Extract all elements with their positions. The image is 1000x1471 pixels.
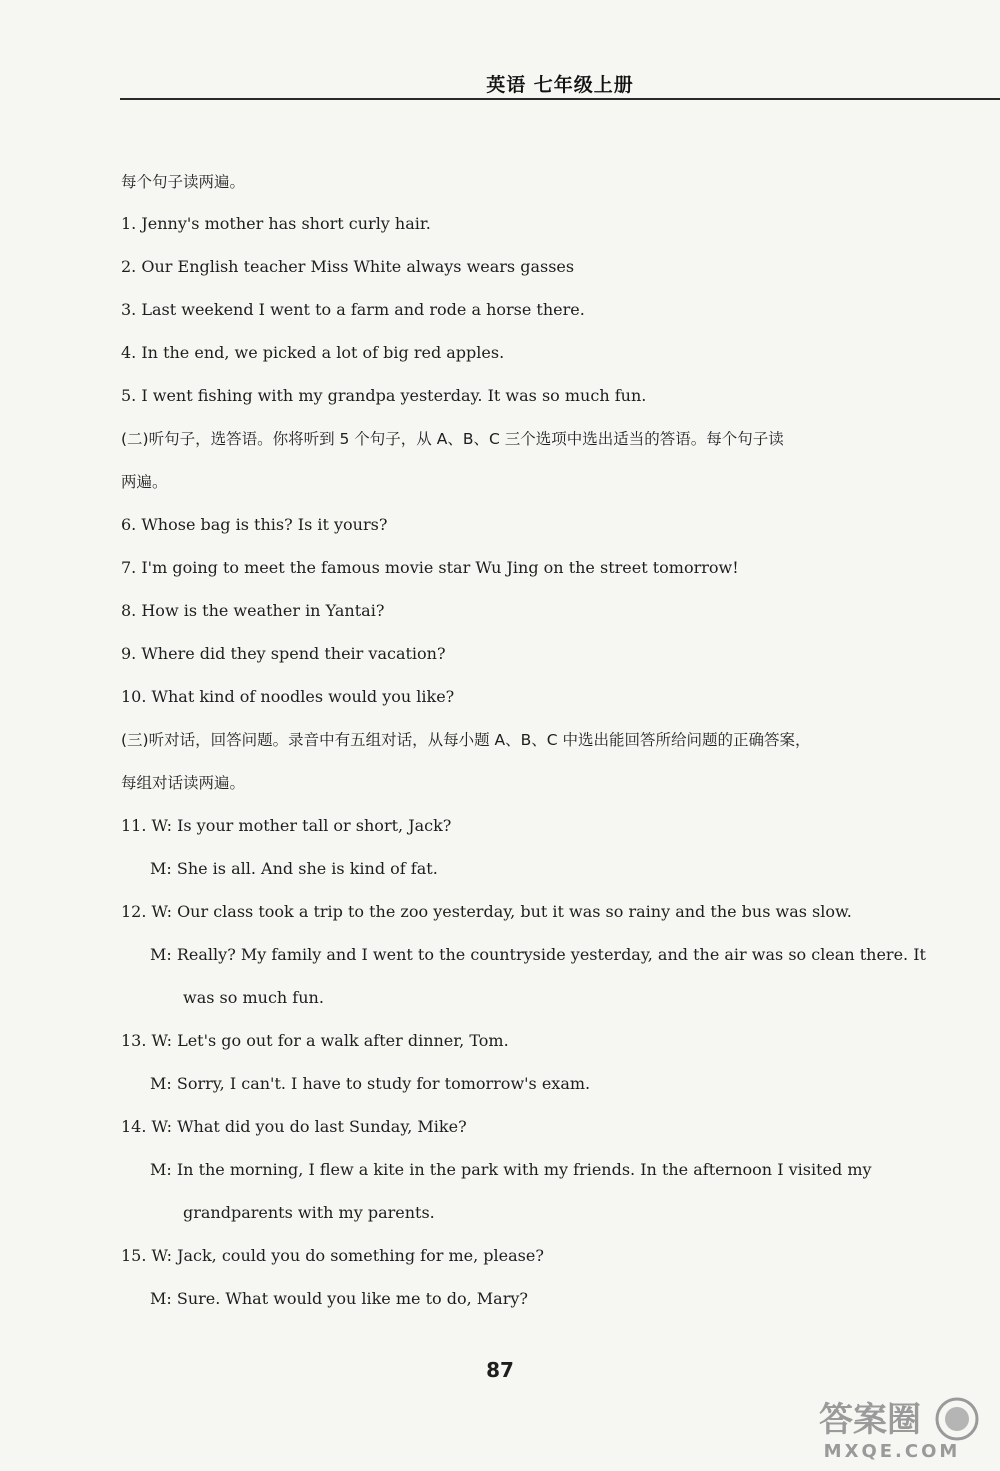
dialogue-12-w: 12. W: Our class took a trip to the zoo yesterday, but it was so rainy and the bus was slow. xyxy=(121,902,852,921)
sentence-1: 1. Jenny's mother has short curly hair. xyxy=(121,214,431,233)
watermark-text: 答案圈 xyxy=(819,1400,921,1440)
section-2-instructions: (二)听句子，选答语。你将听到 5 个句子，从 A、B、C 三个选项中选出适当的答语。每个句子读 xyxy=(121,430,784,448)
page-header xyxy=(120,60,1000,100)
dialogue-14-w: 14. W: What did you do last Sunday, Mike? xyxy=(121,1117,467,1136)
watermark-logo xyxy=(792,1393,992,1463)
dialogue-11-w: 11. W: Is your mother tall or short, Jack? xyxy=(121,816,452,835)
header-title: 英语 七年级上册 xyxy=(486,74,634,96)
question-7: 7. I'm going to meet the famous movie star Wu Jing on the street tomorrow! xyxy=(121,558,739,577)
question-6: 6. Whose bag is this? Is it yours? xyxy=(121,515,388,534)
dialogue-15-w: 15. W: Jack, could you do something for me, please? xyxy=(121,1246,544,1265)
dialogue-11-m: M: She is all. And she is kind of fat. xyxy=(150,859,438,878)
dialogue-12-m-cont: was so much fun. xyxy=(183,988,324,1007)
sentence-3: 3. Last weekend I went to a farm and rode a horse there. xyxy=(121,300,585,319)
question-10: 10. What kind of noodles would you like? xyxy=(121,687,455,706)
question-8: 8. How is the weather in Yantai? xyxy=(121,601,385,620)
page-number: 87 xyxy=(486,1358,514,1382)
sentence-4: 4. In the end, we picked a lot of big red apples. xyxy=(121,343,505,362)
dialogue-14-m-cont: grandparents with my parents. xyxy=(183,1203,435,1222)
dialogue-13-w: 13. W: Let's go out for a walk after dinner, Tom. xyxy=(121,1031,509,1050)
question-9: 9. Where did they spend their vacation? xyxy=(121,644,446,663)
section-3-instructions-cont: 每组对话读两遍。 xyxy=(121,774,246,792)
sentence-2: 2. Our English teacher Miss White always wears gasses xyxy=(121,257,575,276)
section-2-instructions-cont: 两遍。 xyxy=(121,473,168,491)
dialogue-15-m: M: Sure. What would you like me to do, Mary? xyxy=(150,1289,528,1308)
watermark-stamp-icon xyxy=(937,1399,977,1439)
sentence-5: 5. I went fishing with my grandpa yesterday. It was so much fun. xyxy=(121,386,647,405)
section-3-instructions: (三)听对话，回答问题。录音中有五组对话，从每小题 A、B、C 中选出能回答所给问题的正确答案， xyxy=(121,731,811,749)
watermark-url: MXQE.COM xyxy=(823,1441,961,1462)
dialogue-14-m: M: In the morning, I flew a kite in the park with my friends. In the afternoon I visited my xyxy=(150,1160,872,1179)
dialogue-12-m: M: Really? My family and I went to the countryside yesterday, and the air was so clean there. It xyxy=(150,945,926,964)
intro-text: 每个句子读两遍。 xyxy=(121,173,246,191)
dialogue-13-m: M: Sorry, I can't. I have to study for tomorrow's exam. xyxy=(150,1074,591,1093)
